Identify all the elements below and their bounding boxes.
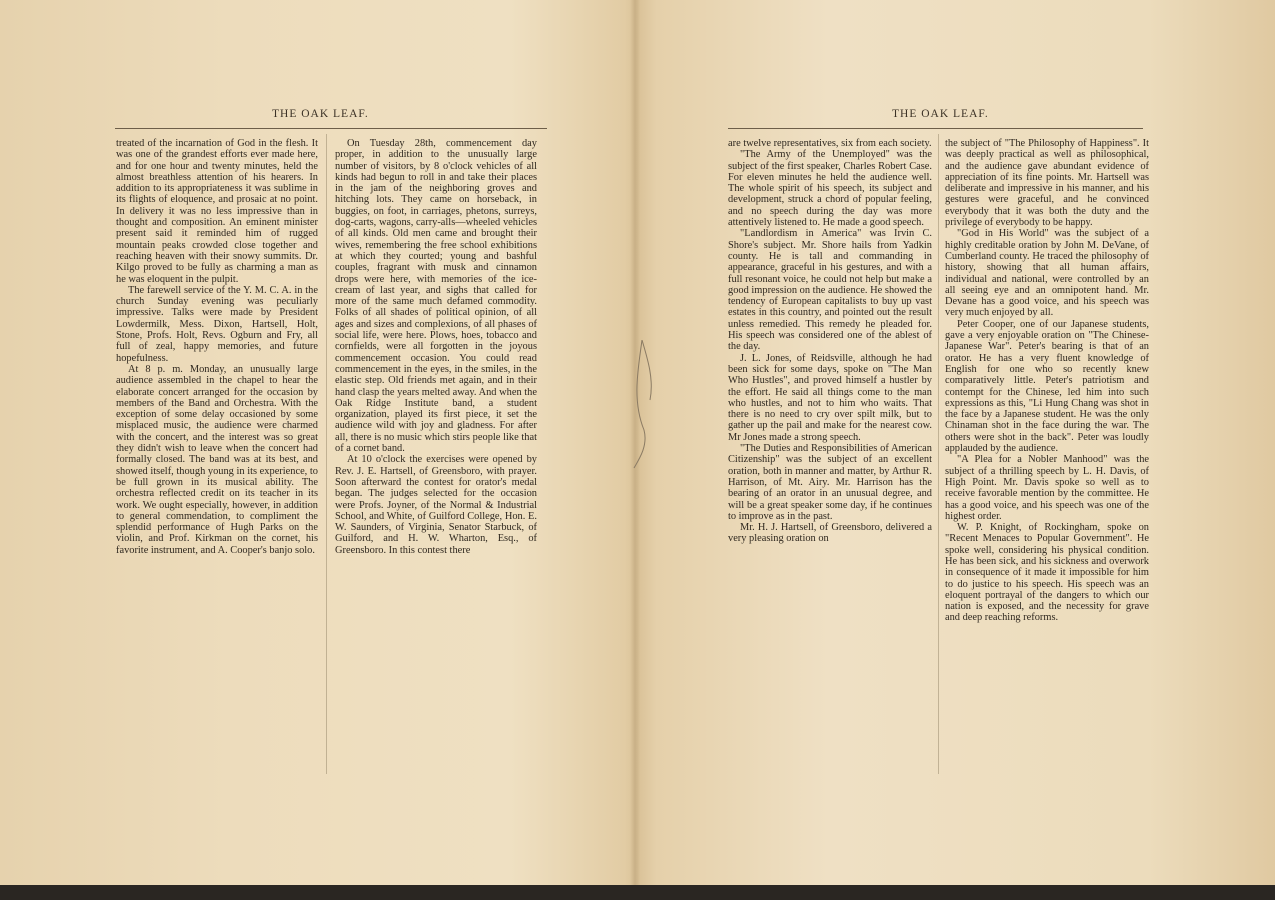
right-column-divider bbox=[938, 134, 939, 774]
paragraph: At 8 p. m. Monday, an unusually large audience assembled in the chapel to hear the elaborate concert arranged for the occasion by members of the Band and Orchestra. With the exception of some delay occasioned by some misplaced music, the audience were charmed with the concert, and the interest was so great they didn't wish to leave when the concert had formally closed. The band was at its best, and showed itself, though young in its experience, to be full grown in its musical ability. The orchestra reflected credit on its teacher in its work. We ought especially, however, in addition to general commendation, to compliment the splendid performance of Hugh Parks on the violin, and Prof. Kirkman on the cornet, his favorite instrument, and A. Cooper's banjo solo. bbox=[116, 363, 318, 556]
right-page-column-2 bbox=[945, 138, 1149, 624]
paragraph: The farewell service of the Y. M. C. A. in the church Sunday evening was peculiarly impressive. Talks were made by President Lowdermilk, Mess. Dixon, Hartsell, Holt, Stone, Profs. Holt, Revs. Ogburn and Fry, all full of zeal, happy memories, and future hopefulness. bbox=[116, 284, 318, 364]
paragraph: "A Plea for a Nobler Manhood" was the subject of a thrilling speech by L. H. Davis, of High Point. Mr. Davis spoke so well as to receive favorable mention by the committee. He has a good voice, and his speech was one of the highest order. bbox=[945, 454, 1149, 522]
paragraph: the subject of "The Philosophy of Happiness". It was deeply practical as well as philosophical, and the audience gave abundant evidence of appreciation of its fine points. Mr. Hartsell was deliberate and impressive in his manner, and his gestures were graceful, and he convinced everybody that it was both the duty and the privilege of everybody to be happy. bbox=[945, 138, 1149, 229]
paragraph: "Landlordism in America" was Irvin C. Shore's subject. Mr. Shore hails from Yadkin county. He is tall and commanding in appearance, graceful in his gestures, and with a full resonant voice, he could not help but make a good impression on the audience. He showed the tendency of European capitalists to buy up vast estates in this country, and pointed out the result unless remedied. This remedy he pleaded for. His speech was considered one of the ablest of the day. bbox=[728, 228, 932, 353]
right-page-header: THE OAK LEAF. bbox=[892, 108, 989, 120]
paragraph: treated of the incarnation of God in the flesh. It was one of the grandest efforts ever made here, and for one hour and twenty minutes, held the almost breathless attention of his hearers. In addition to its appropriateness it was sublime in its flights of eloquence, and prosaic at no point. In delivery it was no less impressive than in thought and composition. An eminent minister present said it reminded him of rugged mountain peaks crowded close together and reaching heaven with their snowy summits. Dr. Kilgo proved to be fully as charming a man as he was eloquent in the pulpit. bbox=[116, 138, 318, 285]
left-page-header: THE OAK LEAF. bbox=[272, 108, 369, 120]
right-header-rule bbox=[728, 128, 1143, 129]
paragraph: Peter Cooper, one of our Japanese students, gave a very enjoyable oration on "The Chinese-Japanese War". Peter's bearing is that of an orator. He has a very fluent knowledge of English for one who so recently knew comparatively little. Peter's patriotism and contempt for the Chinese, led him into such expressions as this, "Li Hung Chang was shot in the face by a Japanese student. He was the only Chinaman shot in the face during the war. The others were shot in the back". Peter was loudly applauded by the audience. bbox=[945, 318, 1149, 455]
paragraph: Mr. H. J. Hartsell, of Greensboro, delivered a very pleasing oration on bbox=[728, 522, 932, 545]
paragraph: At 10 o'clock the exercises were opened by Rev. J. E. Hartsell, of Greensboro, with prayer. Soon afterward the contest for orator's medal began. The judges selected for the occasion were Profs. Joyner, of the Normal & Industrial School, and White, of Guilford College, Hon. E. W. Saunders, of Virginia, Senator Starbuck, of Guilford, and H. W. Wharton, Esq., of Greensboro. In this contest there bbox=[335, 454, 537, 556]
paragraph: On Tuesday 28th, commencement day proper, in addition to the unusually large number of visitors, by 8 o'clock vehicles of all kinds had begun to roll in and take their places in the jam of the neighboring groves and hitching lots. They came on horseback, in buggies, on foot, in carriages, phetons, surreys, dog-carts, wagons, carry-alls—wheeled vehicles of all kinds. Old men came and brought their wives, remembering the free school exhibitions at which they courted; young and bashful couples, fragrant with musk and cinnamon drops were here, with memories of the ice-cream of last year, and sighs that called for more of the same much defamed commodity. Folks of all shades of political opinion, of all ages and sizes and complexions, of all phases of social life, were here. Plows, hoes, tobacco and cornfields, were all forgotten in the joyous commencement occasion. You could read commencement in the eyes, in the smiles, in the elastic step. Old friends met again, and in their hand clasp the years melted away. And when the Oak Ridge Institute band, a student organization, played its first piece, it set the audience wild with joy and gladness. For after all, there is no music which stirs people like that of a cornet band. bbox=[335, 138, 537, 455]
paragraph: are twelve representatives, six from each society. bbox=[728, 138, 932, 149]
right-page-column-1 bbox=[728, 138, 932, 545]
paragraph: "The Army of the Unemployed" was the subject of the first speaker, Charles Robert Case. For eleven minutes he held the audience well. The whole spirit of his speech, its subject and development, struck a chord of popular feeling, and no speech during the day was more attentively listened to. He made a good speech. bbox=[728, 149, 932, 229]
left-page-column-1 bbox=[116, 138, 318, 556]
paragraph: J. L. Jones, of Reidsville, although he had been sick for some days, spoke on "The Man Who Hustles", and proved himself a hustler by the effort. He said all things come to the man who hustles, and not to him who waits. That there is no need to cry over spilt milk, but to gather up the pail and make for the nearest cow. Mr Jones made a strong speech. bbox=[728, 352, 932, 443]
binding-thread bbox=[628, 340, 658, 470]
left-header-rule bbox=[115, 128, 547, 129]
left-column-divider bbox=[326, 134, 327, 774]
left-page-column-2 bbox=[335, 138, 537, 556]
paragraph: "God in His World" was the subject of a highly creditable oration by John M. DeVane, of Cumberland county. He traced the philosophy of history, showing that all human affairs, individual and national, were controlled by an all seeing eye and an omnipotent hand. Mr. Devane has a good voice, and his speech was very much enjoyed by all. bbox=[945, 228, 1149, 319]
paragraph: W. P. Knight, of Rockingham, spoke on "Recent Menaces to Popular Government". He spoke well, considering his physical condition. He has been sick, and his sickness and overwork in consequence of it made it impossible for him to do justice to his speech. His speech was an eloquent portrayal of the dangers to which our nation is exposed, and the necessity for grave and deep reaching reforms. bbox=[945, 522, 1149, 624]
paragraph: "The Duties and Responsibilities of American Citizenship" was the subject of an excellent oration, both in manner and matter, by Arthur R. Harrison, of Mt. Airy. Mr. Harrison has the bearing of an orator in an unusual degree, and will be a great speaker some day, if he continues to improve as in the past. bbox=[728, 443, 932, 522]
